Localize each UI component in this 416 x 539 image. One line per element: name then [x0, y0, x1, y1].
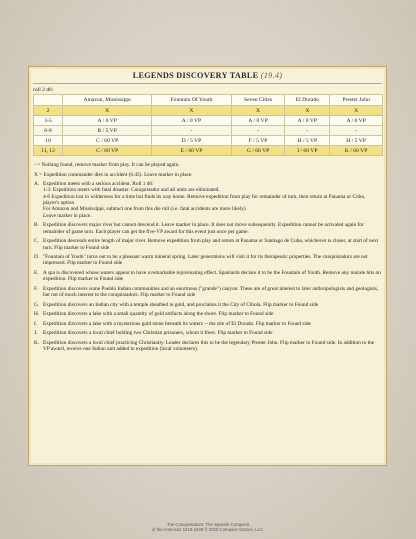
table-cell: X	[231, 106, 285, 116]
table-cell: -	[285, 126, 330, 136]
legend-notes	[34, 162, 381, 353]
entry-text: "Fountain of Youth" turns out to be a pleasant warm mineral spring. Later generations will visit it for its therapeutic properties. The conquistadors are not impressed. Flip marker to Found side	[43, 254, 368, 267]
result-entry-h	[34, 311, 381, 317]
entry-text: Expedition discovers a lake with a small quantity of gold artifacts along the shore. Flip marker to Found side	[43, 311, 274, 318]
entry-line: 4-6 Expedition lost in wilderness for a time but finds its way home. Remove expedition from play for remainder of turn, then return at Panama or Cuba, player's option	[43, 193, 366, 207]
entry-text: Expedition discovers an Indian city with a temple sheathed in gold, and proclaims it the City of Cibola. Flip marker to Found side	[43, 301, 319, 308]
entry-text: Expedition discovers some Pueblo Indian communities and an enormous ("grande") canyon. These are of great interest to later anthropologists and geologists, but not of much interest to the conquistadors. Flip marker to Found side	[43, 285, 379, 299]
result-entry-i	[34, 321, 381, 327]
entry-key: E.	[34, 269, 39, 276]
header-cell-fountain: Fountain Of Youth	[152, 95, 231, 106]
table-title	[29, 71, 386, 80]
table-cell: 2	[34, 106, 63, 116]
table-header-row	[34, 95, 383, 106]
footer-line-2: of the Americas 1518-1548 © 2020 Compass Games, LLC.	[151, 527, 265, 533]
table-cell: A / 0 VP	[330, 116, 383, 126]
header-cell-el-dorado: El Dorado	[285, 95, 330, 106]
discovery-table	[33, 94, 383, 156]
x-note: X = Expedition commander dies in accident (6.45). Leave marker in place.	[34, 171, 193, 178]
table-cell: -	[152, 126, 231, 136]
table-title-text: LEGENDS DISCOVERY TABLE	[132, 71, 259, 80]
table-cell: B / 5 VP	[63, 126, 152, 136]
entry-key: A.	[34, 181, 40, 188]
table-cell: X	[152, 106, 231, 116]
entry-text: Expedition descends entire length of major river. Remove expedition from play and return at Panama or Santiago de Cuba, whichever is closer, at start of next turn. Flip marker to Found side	[43, 238, 379, 251]
table-row	[34, 126, 383, 136]
result-entry-c	[34, 238, 381, 251]
table-cell: A / 0 VP	[231, 116, 285, 126]
entry-key: I.	[34, 320, 38, 327]
table-cell: 11, 12	[34, 146, 63, 156]
title-divider	[33, 83, 382, 84]
result-entry-k	[34, 340, 381, 353]
entry-line: Expedition meets with a serious accident. Roll 1 d6:	[43, 181, 154, 188]
entry-key: C.	[34, 238, 39, 245]
entry-key: J.	[34, 330, 38, 337]
entry-text	[43, 181, 381, 219]
result-entry-g	[34, 302, 381, 308]
table-cell: -	[330, 126, 383, 136]
legends-discovery-panel	[28, 66, 387, 466]
table-cell: D / 5 VP	[152, 136, 231, 146]
entry-key: D.	[34, 254, 40, 261]
table-cell: G / 60 VP	[231, 146, 285, 156]
entry-line: For Amazon and Mississippi, subtract one from this die roll (i.e. fatal accidents are more likely)	[43, 206, 246, 213]
roll-label: roll 2 d6:	[33, 87, 54, 93]
table-row	[34, 106, 383, 116]
table-title-ref: (19.4)	[260, 71, 283, 80]
entry-key: F.	[34, 285, 38, 292]
dash-note: - = Nothing found, remove marker from play. It can be played again.	[34, 162, 180, 168]
entry-text: Expedition discovers a local chief practicing Christianity. Leader declares this to be the legendary Prester John. Flip marker to Found side. In addition to the VP award, receive one Indian unit added to expedition (local volunteers).	[43, 339, 375, 353]
result-entry-d	[34, 254, 381, 267]
entry-text: A spa is discovered whose waters appear to have a remarkable rejuvenating effect. Spaniards declare it to be the Fountain of Youth. Remove any morale hits on expedition. Flip marker to Found side	[43, 269, 381, 283]
table-row	[34, 146, 383, 156]
result-entry-e	[34, 270, 381, 283]
table-cell: -	[231, 126, 285, 136]
header-cell-amazon: Amazon, Mississippi	[63, 95, 152, 106]
entry-key: G.	[34, 301, 40, 308]
table-cell: H / 5 VP	[285, 136, 330, 146]
result-entry-a	[34, 181, 381, 219]
table-cell: X	[330, 106, 383, 116]
header-cell-prester-john: Prester John	[330, 95, 383, 106]
entry-key: K.	[34, 339, 40, 346]
table-cell: K / 60 VP	[330, 146, 383, 156]
entry-text: Expedition discovers major river but cannot descend it. Leave marker in place. It does not move subsequently. Expedition cannot be activated again for remainder of game turn. Each player can get the five-VP award for this event just once per game.	[43, 222, 364, 235]
footer-line-1: The Conquistadors: The Spanish Conquest	[166, 522, 250, 527]
table-cell: E / 60 VP	[152, 146, 231, 156]
table-cell: X	[285, 106, 330, 116]
table-cell: 10	[34, 136, 63, 146]
entry-key: H.	[34, 311, 40, 318]
table-cell: F / 5 VP	[231, 136, 285, 146]
entry-text: Expedition discovers a local chief holding two Christian prisoners, whom it frees. Flip marker to Found side	[43, 330, 273, 337]
table-cell: A / 0 VP	[285, 116, 330, 126]
entry-line: Leave marker in place.	[43, 212, 92, 219]
table-cell: C / 60 VP	[63, 146, 152, 156]
table-cell: 6-9	[34, 126, 63, 136]
result-entry-b	[34, 222, 381, 235]
entry-line: 1-3: Expedition meets with fatal disaster. Conquistador and all units are eliminated.	[43, 187, 220, 194]
table-cell: I / 60 VP	[285, 146, 330, 156]
header-cell-seven-cities: Seven Cities	[231, 95, 285, 106]
table-cell: 3-5	[34, 116, 63, 126]
header-cell-roll	[34, 95, 63, 106]
result-entry-j	[34, 330, 381, 336]
entry-text: Expedition discovers a lake with a mysterious gold stone beneath its waters -- the site of El Dorado. Flip marker to Found side	[43, 320, 311, 327]
table-row	[34, 116, 383, 126]
page-footer	[0, 522, 416, 533]
table-row	[34, 136, 383, 146]
table-cell: H / 5 VP	[330, 136, 383, 146]
result-entry-f	[34, 286, 381, 299]
table-cell: A / 0 VP	[63, 116, 152, 126]
table-cell: C / 60 VP	[63, 136, 152, 146]
table-cell: A / 0 VP	[152, 116, 231, 126]
table-cell: X	[63, 106, 152, 116]
entry-key: B.	[34, 222, 39, 229]
